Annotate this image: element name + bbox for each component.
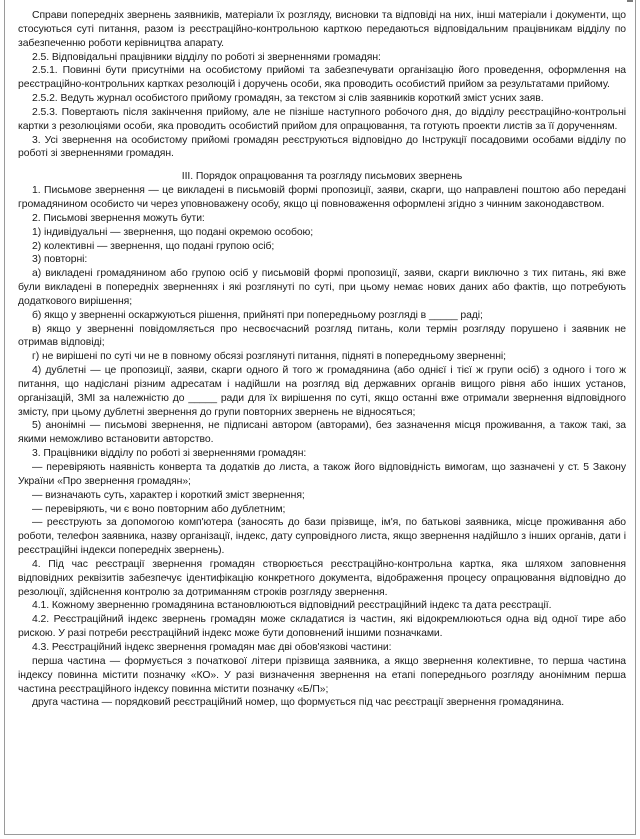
paragraph-intro: Справи попередніх звернень заявників, матеріали їх розгляду, висновки та відповіді на них, інші матеріали і документи, що стосуються суті питання, разом із реєстраційно-контрольною карткою передаються відповідальним працівникам відділу по забезпеченню роботи керівництва апарату.	[18, 10, 626, 49]
paragraph-4-registration: 4. Під час реєстрації звернення громадян створюється реєстраційно-контрольна картка, яка шляхом заповнення відповідних реквізитів забезпечує ідентифікацію конкретного документа, відображення процесу опрацювання відповідно до резолюції, здійснення контролю за дотриманням строків розгляду звернення.	[18, 558, 626, 598]
list-item-repeated-g: г) не вирішені по суті чи не в повному обсязі розглянуті питання, підняті в попередньому зверненні;	[32, 351, 506, 363]
list-item-duplicate: 4) дублетні — це пропозиції, заяви, скарги одного й того ж громадянина (або однієї і тієї ж групи осіб) з одного і того ж питання, що надіслані різним адресатам і надійшли на розгляд від державних органів вищого рівня або інших установ, організацій, ЗМІ за належністю до _____ ради для їх вирішення по суті, якщо останні вже отримали звернення відповідного змісту, при цьому дублетні звернення до групи повторних звернень не відносяться;	[18, 365, 626, 418]
list-item-repeated: 3) повторні:	[32, 254, 88, 266]
paragraph-2-5: 2.5. Відповідальні працівники відділу по роботі зі зверненнями громадян:	[32, 51, 381, 63]
paragraph-2-5-3: 2.5.3. Повертають після закінчення прийому, але не пізніше наступного робочого дня, до відділу реєстраційно-контрольні картки з резолюціями особи, яка проводить особистий прийом для опрацювання, та готують проекти листів за її дорученням.	[18, 106, 626, 132]
staff-duty-check-envelope: — перевіряють наявність конверта та додатків до листа, а також його відповідність вимогам, що зазначені у ст. 5 Закону України «Про звернення громадян»;	[18, 462, 626, 487]
paragraph-3-personal-reception: 3. Усі звернення на особистому прийомі громадян реєструються відповідно до Інструкції посадовими особами відділу по роботі зі зверненнями громадян.	[18, 134, 626, 160]
list-item-individual: 1) індивідуальні — звернення, що подані окремою особою;	[32, 226, 314, 238]
list-item-repeated-v: в) якщо у зверненні повідомляється про несвоєчасний розгляд питань, коли термін розгляду порушено і заявник не отримав відповіді;	[18, 323, 626, 349]
index-second-part: друга частина — порядковий реєстраційний номер, що формується під час реєстрації звернення громадянина.	[32, 697, 565, 709]
document-body	[18, 9, 626, 710]
paragraph-4-2: 4.2. Реєстраційний індекс звернень громадян може складатися із частин, які відокремлюються одна від одної тире або рискою. У разі потреби реєстраційний індекс може бути доповнений іншими позначками.	[18, 614, 626, 640]
index-first-part: перша частина — формується з початкової літери прізвища заявника, а якщо звернення колективне, то перша частина індексу повинна містити позначку «КО». У разі визначення звернення на етапі попереднього розгляду анонімним перша частина реєстраційного індексу повинна містити позначку «Б/П»;	[18, 655, 626, 695]
staff-duty-register: — реєструють за допомогою комп'ютера (заносять до бази прізвище, ім'я, по батькові заявника, місце проживання або роботи, телефон заявника, назву організації, індекс, дату супровідного листа, якщо звернення надійшло з інших органів, дати і реєстраційні індекси попередніх звернень).	[18, 517, 626, 557]
staff-duty-check-repeated: — перевіряють, чи є воно повторним або дублетним;	[32, 503, 286, 515]
list-item-collective: 2) колективні — звернення, що подані групою осіб;	[32, 240, 275, 252]
list-item-repeated-b: б) якщо у зверненні оскаржуються рішення, прийняті при попередньому розгляді в _____ раді;	[32, 309, 483, 321]
paragraph-2-5-1: 2.5.1. Повинні бути присутніми на особистому прийомі та забезпечувати організацію його проведення, оформлення на реєстраційно-контрольних картках резолюцій і доручень особи, яка проводить особистий прийом за результатами прийому.	[18, 65, 626, 91]
list-item-repeated-a: а) викладені громадянином або групою осіб у письмовій формі пропозиції, заяви, скарги виключно з тих питань, які вже були викладені в попередніх зверненнях і які розглянуті по суті, при цьому немає нових даних або фактів, що потребують додаткового вирішення;	[18, 268, 626, 307]
paragraph-1-written-appeal: 1. Письмове звернення — це викладені в письмовій формі пропозиції, заяви, скарги, що направлені поштою або передані громадянином особисто чи через уповноважену особу, якщо ці повноваження оформлені згідно з чинним законодавством.	[18, 185, 626, 210]
staff-duty-determine-essence: — визначають суть, характер і короткий зміст звернення;	[32, 489, 305, 501]
paragraph-2-types: 2. Письмові звернення можуть бути:	[32, 212, 205, 224]
document-page	[4, 0, 636, 835]
paragraph-4-3: 4.3. Реєстраційний індекс звернення громадян має дві обов'язкові частини:	[32, 641, 392, 653]
page-corner-mark	[627, 0, 633, 2]
list-item-anonymous: 5) анонімні — письмові звернення, не підписані автором (авторами), без зазначення місця проживання, а також такі, за якими неможливо встановити авторство.	[18, 420, 626, 446]
paragraph-3-staff: 3. Працівники відділу по роботі зі зверненнями громадян:	[32, 448, 307, 460]
paragraph-2-5-2: 2.5.2. Ведуть журнал особистого прийому громадян, за текстом зі слів заявників короткий зміст усних заяв.	[32, 93, 544, 105]
section-gap	[18, 161, 626, 166]
paragraph-4-1: 4.1. Кожному зверненню громадянина встановлюються відповідний реєстраційний індекс та дата реєстрації.	[32, 600, 552, 612]
section-title: ІІІ. Порядок опрацювання та розгляду письмових звернень	[181, 171, 463, 183]
